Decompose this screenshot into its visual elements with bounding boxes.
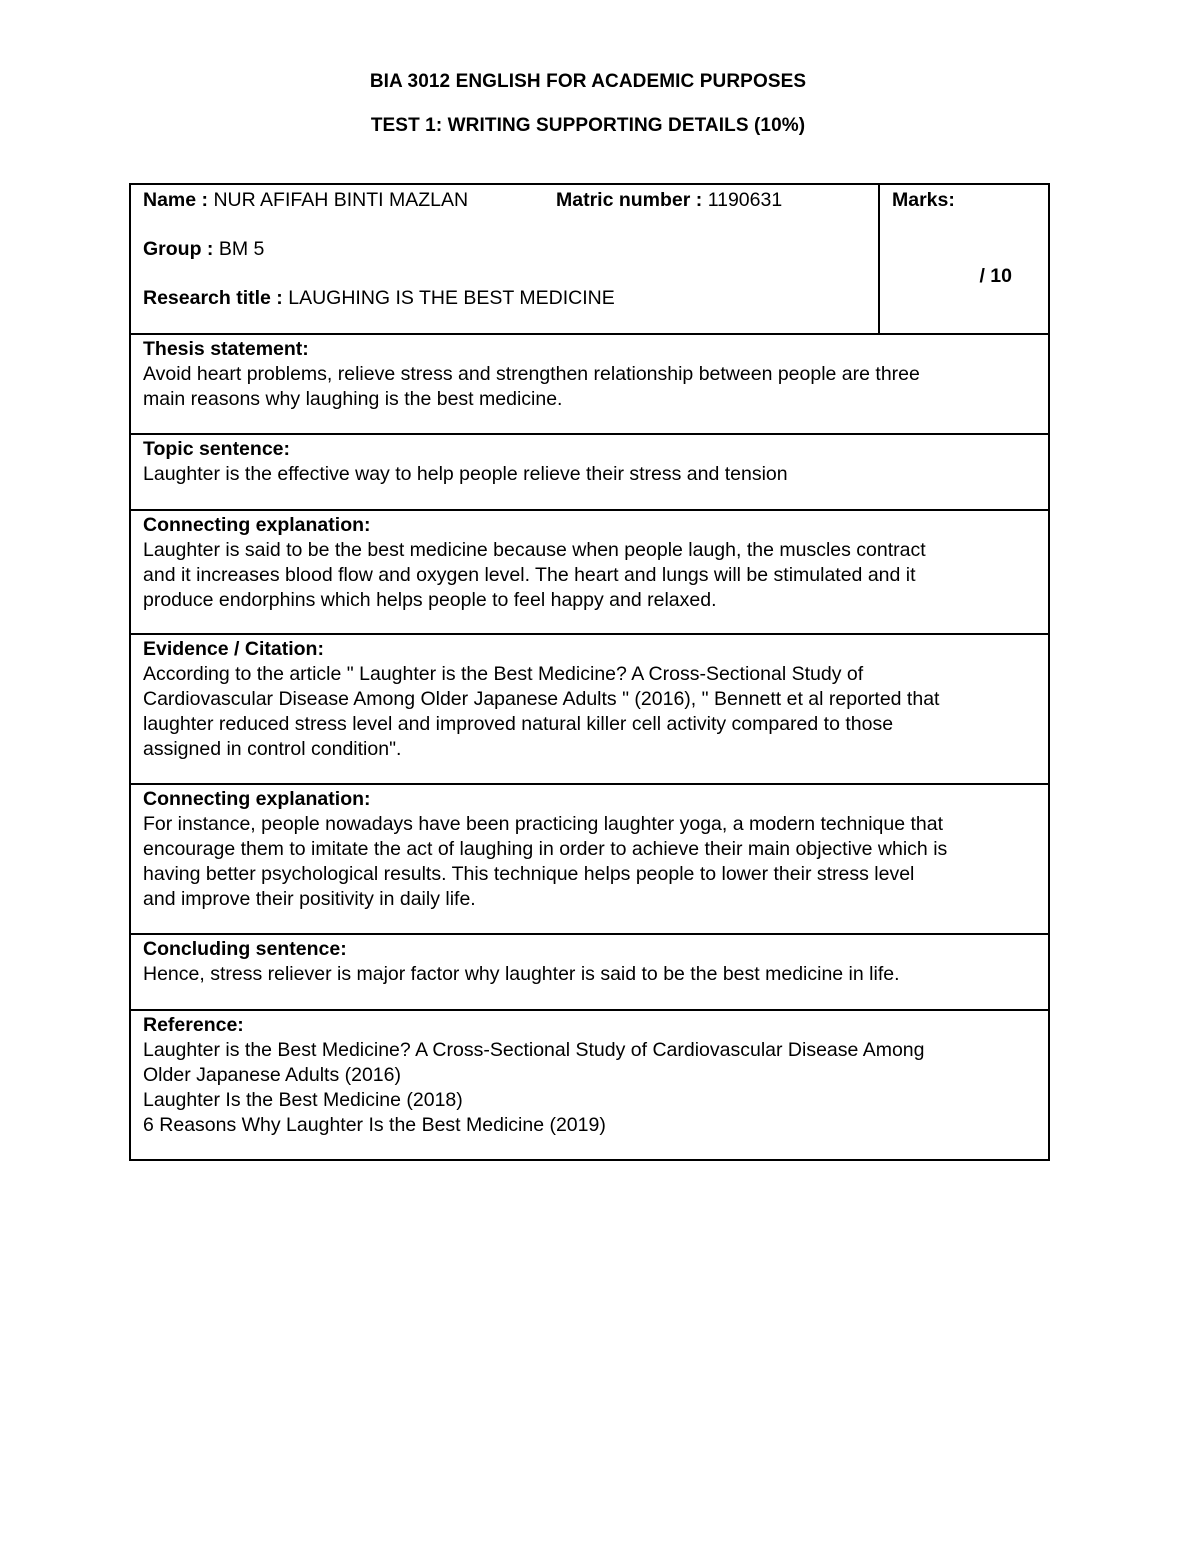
thesis-statement-row — [130, 334, 1049, 434]
concluding-sentence-line: Hence, stress reliever is major factor why laughter is said to be the best medicine in life. — [143, 963, 900, 985]
concluding-sentence-cell — [130, 934, 1049, 1010]
topic-sentence-cell — [130, 434, 1049, 510]
evidence-citation-line: assigned in control condition". — [143, 738, 402, 760]
document-subtitle: TEST 1: WRITING SUPPORTING DETAILS (10%) — [370, 115, 806, 136]
research-title-line — [143, 286, 866, 311]
connecting-explanation-2-cell — [130, 784, 1049, 934]
connecting-explanation-1-line: Laughter is said to be the best medicine because when people laugh, the muscles contract — [143, 539, 926, 561]
thesis-statement-line: main reasons why laughing is the best medicine. — [143, 388, 563, 410]
research-title-label: Research title : — [143, 287, 283, 309]
connecting-explanation-1-cell — [130, 510, 1049, 634]
reference-label: Reference: — [143, 1014, 244, 1036]
connecting-explanation-1-row — [130, 510, 1049, 634]
reference-row — [130, 1010, 1049, 1160]
connecting-explanation-2-line: having better psychological results. This technique helps people to lower their stress level — [143, 863, 915, 885]
reference-line: Laughter Is the Best Medicine (2018) — [143, 1089, 463, 1111]
reference-line: Laughter is the Best Medicine? A Cross-Sectional Study of Cardiovascular Disease Among — [143, 1039, 925, 1061]
topic-sentence-row — [130, 434, 1049, 510]
name-line — [143, 188, 866, 213]
thesis-statement-line: Avoid heart problems, relieve stress and strengthen relationship between people are three — [143, 363, 920, 385]
evidence-citation-line: laughter reduced stress level and improved natural killer cell activity compared to those — [143, 713, 894, 735]
connecting-explanation-1-line: and it increases blood flow and oxygen level. The heart and lungs will be stimulated and it — [143, 564, 916, 586]
evidence-citation-label: Evidence / Citation: — [143, 638, 324, 660]
group-line — [143, 237, 866, 262]
reference-line: Older Japanese Adults (2016) — [143, 1064, 401, 1086]
evidence-citation-line: According to the article " Laughter is the Best Medicine? A Cross-Sectional Study of — [143, 663, 864, 685]
marks-total: / 10 — [979, 265, 1012, 287]
student-info-cell — [130, 184, 879, 334]
topic-sentence-line: Laughter is the effective way to help people relieve their stress and tension — [143, 463, 788, 485]
marks-cell — [879, 184, 1049, 334]
matric-label: Matric number : — [556, 189, 703, 211]
evidence-citation-line: Cardiovascular Disease Among Older Japanese Adults " (2016), " Bennett et al reported that — [143, 688, 940, 710]
group-label: Group : — [143, 238, 214, 260]
answer-form-table — [129, 183, 1050, 1161]
document-title: BIA 3012 ENGLISH FOR ACADEMIC PURPOSES — [369, 71, 807, 92]
connecting-explanation-1-line: produce endorphins which helps people to feel happy and relaxed. — [143, 589, 717, 611]
connecting-explanation-2-row — [130, 784, 1049, 934]
connecting-explanation-2-line: and improve their positivity in daily life. — [143, 888, 476, 910]
student-info-row — [130, 184, 1049, 334]
matric-field — [556, 188, 782, 213]
connecting-explanation-2-line: encourage them to imitate the act of laughing in order to achieve their main objective which is — [143, 838, 948, 860]
concluding-sentence-label: Concluding sentence: — [143, 938, 347, 960]
thesis-statement-cell — [130, 334, 1049, 434]
reference-line: 6 Reasons Why Laughter Is the Best Medicine (2019) — [143, 1114, 606, 1136]
connecting-explanation-2-label: Connecting explanation: — [143, 788, 371, 810]
topic-sentence-label: Topic sentence: — [143, 438, 291, 460]
connecting-explanation-1-label: Connecting explanation: — [143, 514, 371, 536]
matric-value: 1190631 — [707, 189, 783, 211]
name-value: NUR AFIFAH BINTI MAZLAN — [213, 189, 469, 211]
evidence-citation-row — [130, 634, 1049, 784]
reference-cell — [130, 1010, 1049, 1160]
marks-label: Marks: — [892, 189, 955, 211]
connecting-explanation-2-line: For instance, people nowadays have been practicing laughter yoga, a modern technique that — [143, 813, 944, 835]
evidence-citation-cell — [130, 634, 1049, 784]
group-value: BM 5 — [218, 238, 265, 260]
name-label: Name : — [143, 189, 209, 211]
thesis-statement-label: Thesis statement: — [143, 338, 309, 360]
concluding-sentence-row — [130, 934, 1049, 1010]
research-title-value: LAUGHING IS THE BEST MEDICINE — [288, 287, 615, 309]
